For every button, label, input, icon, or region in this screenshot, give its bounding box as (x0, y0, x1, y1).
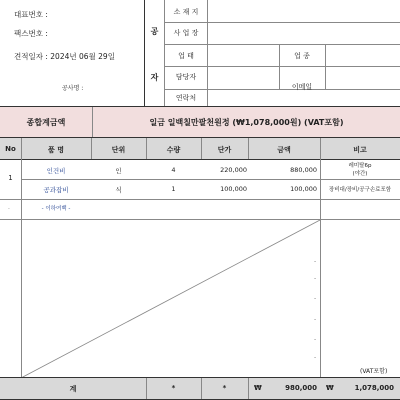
col-header-amount: 금액 (277, 146, 291, 154)
business-type-label: 업 태 (178, 52, 194, 60)
col-header-no: No (5, 145, 16, 153)
col-header-qty: 수량 (166, 146, 181, 154)
footer-currency: ₩ (254, 384, 262, 392)
contact-label: 연락처 (175, 94, 197, 102)
footer-amount: 980,000 (285, 384, 317, 392)
footer-price-mark: * (222, 384, 227, 392)
office-label: 사 업 장 (173, 29, 199, 37)
supplier-char-3: 자 (150, 73, 159, 82)
table-row (0, 180, 400, 199)
row-unit: 식 (115, 186, 122, 194)
row-unit: 인 (115, 167, 122, 175)
empty-row-dash: - (314, 258, 317, 265)
row-qty: 1 (171, 185, 176, 193)
industry-label: 업 종 (294, 52, 310, 60)
end-of-items-marker: - 이하여백 - (41, 206, 71, 212)
col-line-2 (91, 138, 92, 159)
empty-row-dash: · (8, 206, 10, 213)
footer-col-line-3 (248, 378, 249, 399)
col-header-note: 비고 (353, 146, 367, 154)
footer-grand-total: 1,078,000 (354, 384, 394, 392)
empty-row-dash: - (314, 295, 317, 302)
footer-total-label: 계 (69, 385, 77, 393)
table-row (0, 160, 400, 181)
empty-row-dash: - (314, 316, 317, 323)
col-header-name: 품 명 (48, 146, 64, 154)
col-line-5 (248, 138, 249, 159)
summary-total-text: 일금 일백칠만팔천원정 (₩1,078,000원) (VAT포함) (149, 118, 344, 127)
project-name-label: 공사명 : (62, 85, 84, 92)
empty-row-dash: - (314, 336, 317, 343)
manager-label: 담당자 (175, 73, 197, 81)
row-name: 인건비 (46, 167, 66, 175)
row-note-line2: (야간) (352, 171, 368, 177)
row-divider-2 (0, 199, 400, 200)
fax-label: 팩스번호 : (14, 29, 48, 38)
address-label: 소 재 지 (173, 8, 199, 16)
supplier-column-left-border (144, 0, 145, 106)
row-name: 공과잡비 (43, 186, 69, 194)
footer-currency-2: ₩ (326, 384, 334, 392)
empty-area-strike-line (21, 220, 320, 378)
col-header-price: 단가 (217, 146, 232, 154)
row-no: 1 (8, 174, 13, 182)
row-qty: 4 (171, 166, 176, 174)
row-note-line1: 레미탈6p (348, 163, 372, 169)
col-header-unit: 단위 (111, 146, 126, 154)
empty-row-dash: - (314, 354, 317, 361)
supplier-label-border (207, 0, 208, 106)
supplier-row-line-1 (164, 22, 400, 23)
supplier-row-line-3 (164, 66, 400, 67)
col-line-4 (201, 138, 202, 159)
row-amount: 100,000 (290, 185, 317, 193)
email-label: 이메일 (291, 83, 313, 91)
footer-qty-mark: * (171, 384, 176, 392)
supplier-char-1: 공 (150, 27, 159, 36)
empty-row-dash: - (314, 275, 317, 282)
rep-phone-label: 대표번호 : (14, 10, 48, 19)
summary-total-label: 종합계금액 (26, 118, 66, 127)
row-price: 100,000 (220, 185, 247, 193)
vat-note: (VAT포함) (360, 368, 388, 375)
row-note-line1: 장비대/장비/공구손료포함 (328, 187, 392, 193)
quote-date: 견적일자 : 2024년 06월 29일 (14, 52, 115, 61)
supplier-row-line-2 (164, 44, 400, 45)
row-price: 220,000 (220, 166, 247, 174)
row-amount: 880,000 (290, 166, 317, 174)
col-line-3 (146, 138, 147, 159)
